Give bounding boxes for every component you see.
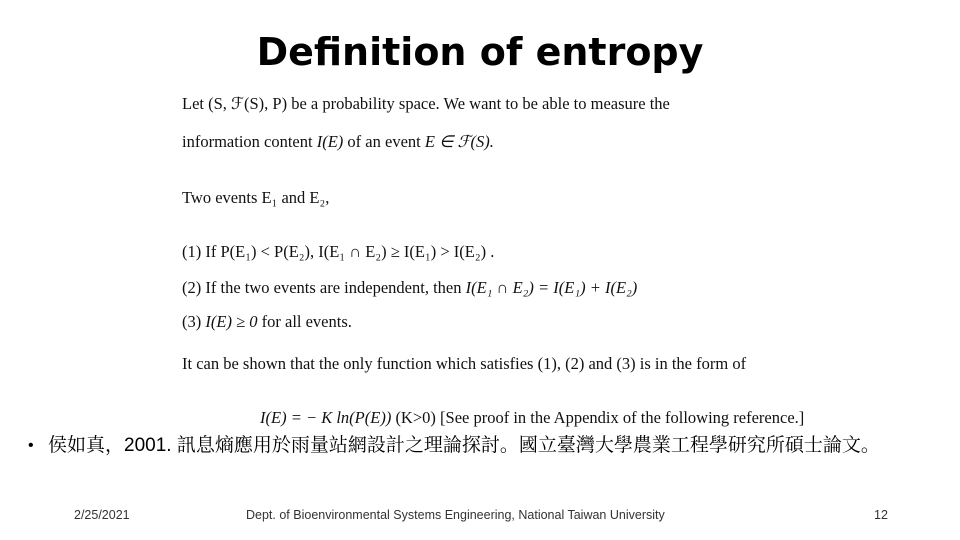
footer-page-number: 12 (874, 508, 888, 522)
condition-2-formula: I(E₁ ∩ E₂) = I(E₁) + I(E₂) (465, 278, 638, 297)
footer-date: 2/25/2021 (74, 508, 130, 522)
condition-3-formula: I(E) ≥ 0 (205, 312, 258, 331)
entropy-formula-line (260, 408, 804, 428)
slide-title: Definition of entropy (256, 30, 704, 74)
reference-text: 侯如真，2001. 訊息熵應用於雨量站網設計之理論探討。國立臺灣大學農業工程學研究所碩士論文。 (48, 435, 880, 456)
definition-line-7: It can be shown that the only function which satisfies (1), (2) and (3) is in the form of (182, 354, 747, 373)
definition-line-2-a: information content (182, 132, 313, 151)
definition-line-2-c: of an event (347, 132, 421, 151)
information-content-symbol: I(E) (316, 132, 344, 151)
footer-department: Dept. of Bioenvironmental Systems Engineering, National Taiwan University (246, 508, 665, 522)
event-membership-formula: E ∈ ℱ(S). (424, 132, 494, 151)
definition-line-3: Two events E₁ and E₂, (182, 188, 330, 207)
definition-line-2 (182, 132, 494, 152)
condition-3-label: (3) (182, 312, 202, 331)
bullet-icon: • (28, 437, 34, 454)
entropy-formula-note: (K>0) [See proof in the Appendix of the following reference.] (395, 408, 805, 427)
definition-line-1: Let (S, ℱ(S), P) be a probability space. We want to be able to measure the (182, 94, 670, 113)
entropy-formula: I(E) = − K ln(P(E)) (260, 408, 392, 427)
condition-3 (182, 312, 352, 332)
condition-2 (182, 278, 637, 298)
condition-3-text: for all events. (261, 312, 352, 331)
condition-2-text: (2) If the two events are independent, then (182, 278, 462, 297)
condition-1: (1) If P(E₁) < P(E₂), I(E₁ ∩ E₂) ≥ I(E₁) > I(E₂) . (182, 242, 495, 261)
